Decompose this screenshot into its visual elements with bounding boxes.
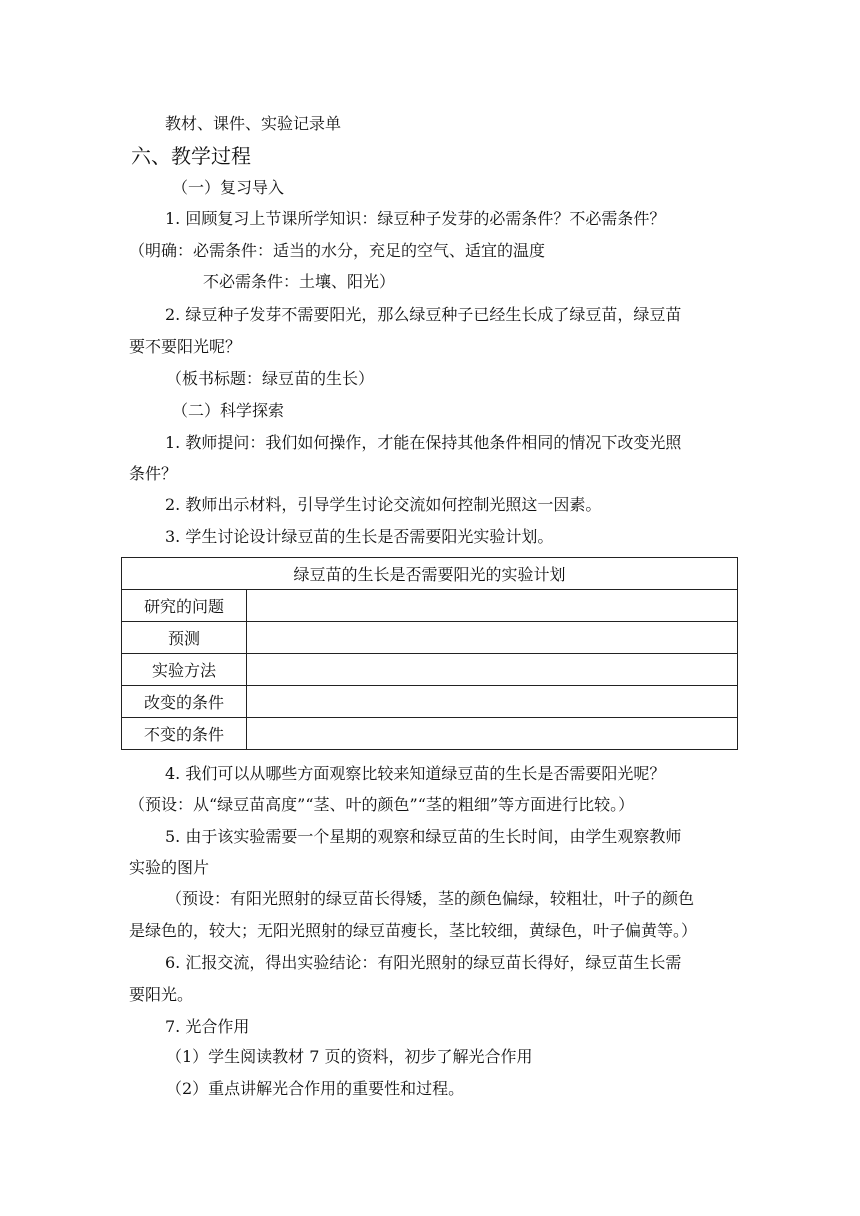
part3-item4: 4. 我们可以从哪些方面观察比较来知道绿豆苗的生长是否需要阳光呢？ — [165, 764, 666, 783]
table-row — [122, 718, 738, 750]
row-value-method — [247, 654, 738, 686]
part3-item5-line2: 实验的图片 — [129, 858, 210, 877]
board-title: （板书标题：绿豆苗的生长） — [166, 369, 375, 388]
experiment-plan-table — [121, 557, 738, 750]
row-label-method: 实验方法 — [122, 654, 247, 686]
part3-sub2: （2）重点讲解光合作用的重要性和过程。 — [166, 1079, 465, 1098]
part3-item7: 7. 光合作用 — [165, 1017, 250, 1036]
part1-clarify-line1: （明确：必需条件：适当的水分，充足的空气、适宜的温度 — [129, 241, 546, 260]
table-row — [122, 590, 738, 622]
materials-line: 教材、课件、实验记录单 — [165, 114, 342, 133]
row-label-prediction: 预测 — [122, 622, 247, 654]
part2-item2: 2. 教师出示材料，引导学生讨论交流如何控制光照这一因素。 — [165, 495, 602, 514]
table-row — [122, 654, 738, 686]
part1-item2-line2: 要不要阳光呢？ — [129, 337, 242, 356]
part2-title: （二）科学探索 — [172, 401, 285, 420]
part3-item6-line1: 6. 汇报交流，得出实验结论：有阳光照射的绿豆苗长得好，绿豆苗生长需 — [165, 953, 682, 972]
part3-preset5-line1: （预设：有阳光照射的绿豆苗长得矮，茎的颜色偏绿，较粗壮，叶子的颜色 — [166, 889, 695, 908]
table-title-row — [122, 558, 738, 590]
part3-preset5-line2: 是绿色的，较大；无阳光照射的绿豆苗瘦长，茎比较细，黄绿色，叶子偏黄等。） — [129, 921, 698, 940]
row-label-constant-condition: 不变的条件 — [122, 718, 247, 750]
part2-item3: 3. 学生讨论设计绿豆苗的生长是否需要阳光实验计划。 — [165, 527, 554, 546]
part3-sub1: （1）学生阅读教材 7 页的资料，初步了解光合作用 — [166, 1047, 533, 1066]
table-row — [122, 686, 738, 718]
part1-title: （一）复习导入 — [172, 178, 285, 197]
table-row — [122, 622, 738, 654]
row-value-question — [247, 590, 738, 622]
row-value-constant-condition — [247, 718, 738, 750]
row-label-changed-condition: 改变的条件 — [122, 686, 247, 718]
part1-item2-line1: 2. 绿豆种子发芽不需要阳光，那么绿豆种子已经生长成了绿豆苗，绿豆苗 — [165, 305, 682, 324]
part3-item5-line1: 5. 由于该实验需要一个星期的观察和绿豆苗的生长时间，由学生观察教师 — [165, 827, 682, 846]
row-label-question: 研究的问题 — [122, 590, 247, 622]
part3-preset4: （预设：从“绿豆苗高度”“茎、叶的颜色”“茎的粗细”等方面进行比较。） — [129, 795, 635, 814]
section-heading: 六、教学过程 — [131, 144, 251, 168]
table-title: 绿豆苗的生长是否需要阳光的实验计划 — [122, 558, 738, 590]
part2-item1-line1: 1. 教师提问：我们如何操作，才能在保持其他条件相同的情况下改变光照 — [165, 433, 682, 452]
part1-clarify-line2: 不必需条件：土壤、阳光） — [203, 272, 396, 291]
part3-item6-line2: 要阳光。 — [129, 985, 194, 1004]
part2-item1-line2: 条件？ — [129, 464, 178, 483]
row-value-prediction — [247, 622, 738, 654]
part1-item1: 1. 回顾复习上节课所学知识：绿豆种子发芽的必需条件？不必需条件？ — [165, 209, 666, 228]
row-value-changed-condition — [247, 686, 738, 718]
